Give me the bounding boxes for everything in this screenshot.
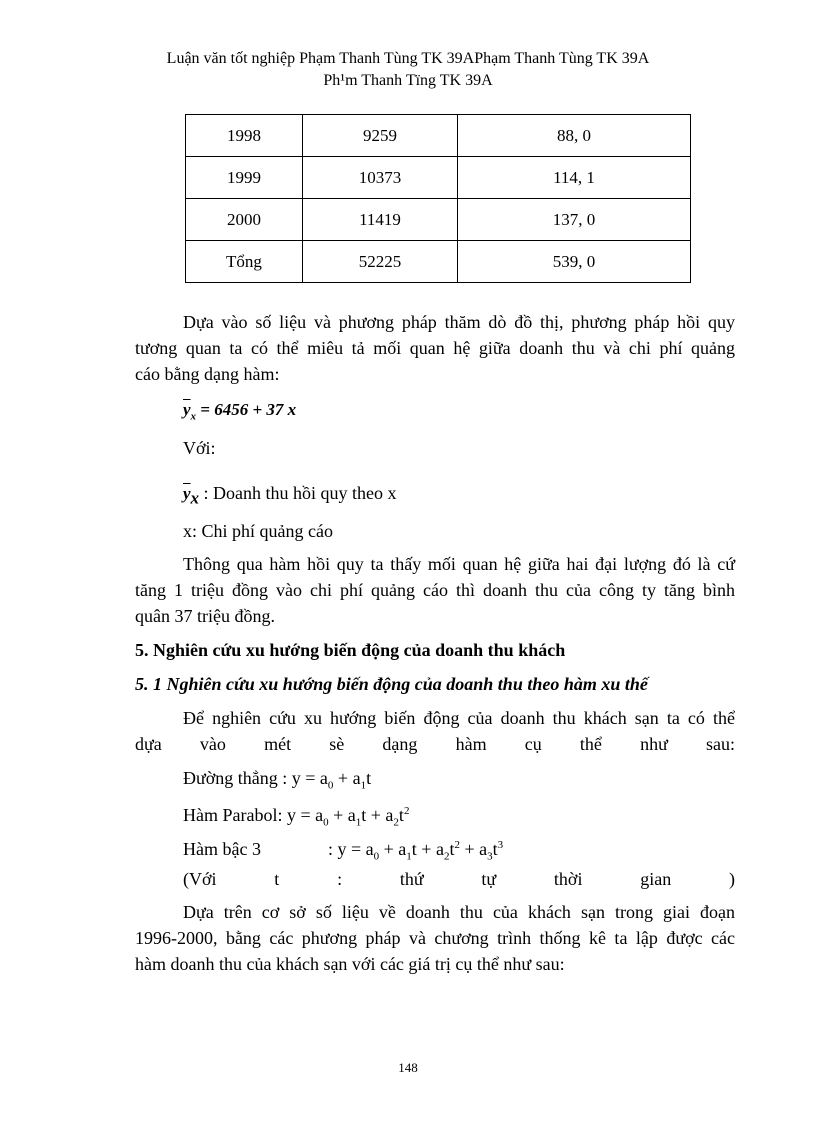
- revenue-cell: 9259: [303, 115, 458, 157]
- paragraph-4-line-1: Dựa trên cơ sở số liệu về doanh thu của khách sạn trong giai đoạn: [183, 902, 735, 922]
- paragraph-4-line-3: hàm doanh thu của khách sạn với các giá trị cụ thể như sau:: [135, 954, 565, 974]
- paragraph-1-line-2: tương quan ta có thể miêu tả mối quan hệ giữa doanh thu và chi phí quảng: [135, 338, 735, 358]
- year-cell: 1998: [186, 115, 303, 157]
- formula-cubic: Hàm bậc 3 : $y = a_0 + a_1t + a_2t^2 + a_3t^3$: [183, 839, 504, 863]
- paragraph-1-line-3: cáo bằng dạng hàm:: [135, 364, 280, 384]
- year-cell: Tổng: [186, 241, 303, 283]
- definition-y-text: : Doanh thu hồi quy theo x: [203, 483, 397, 503]
- time-note: (Với t : thứ tự thời gian ): [183, 869, 735, 889]
- revenue-cell: 11419: [303, 199, 458, 241]
- table-row: [186, 157, 691, 199]
- definition-x: x: Chi phí quảng cáo: [183, 521, 333, 541]
- paragraph-2-line-3: quân 37 triệu đồng.: [135, 606, 275, 626]
- paragraph-3-line-1: Để nghiên cứu xu hướng biến động của doanh thu khách sạn ta có thể: [183, 708, 735, 728]
- section-heading-5: 5. Nghiên cứu xu hướng biến động của doanh thu khách: [135, 640, 566, 660]
- page-number: 148: [398, 1060, 418, 1075]
- formula-linear-label: Đường thẳng: [183, 768, 278, 788]
- paragraph-3-line-2: dựa vào mét sè dạng hàm cụ thể như sau:: [135, 734, 735, 754]
- definition-y-sub: x: [190, 488, 200, 508]
- year-cell: 2000: [186, 199, 303, 241]
- page-header: [0, 48, 816, 92]
- table-row-total: [186, 241, 691, 283]
- regression-equation: [183, 399, 735, 427]
- equation-rhs: = 6456 + 37 x: [200, 400, 297, 419]
- cost-cell: 539, 0: [458, 241, 691, 283]
- formula-linear: Đường thẳng : $y = a_0 + a_1t$: [183, 768, 372, 792]
- table-row: [186, 115, 691, 157]
- definition-y-symbol: $\overline{y}$: [183, 484, 191, 503]
- revenue-cost-table: [185, 114, 691, 283]
- definition-y: [183, 482, 735, 510]
- table-row: [186, 199, 691, 241]
- paragraph-2-line-2: tăng 1 triệu đồng vào chi phí quảng cáo thì doanh thu của công ty tăng bình: [135, 580, 735, 600]
- revenue-cell: 52225: [303, 241, 458, 283]
- formula-parabol: Hàm Parabol: $y = a_0 + a_1t + a_2t^2$: [183, 805, 410, 829]
- header-line-1: Luận văn tốt nghiệp Phạm Thanh Tùng TK 39APhạm Thanh Tùng TK 39A: [166, 50, 650, 67]
- revenue-cell: 10373: [303, 157, 458, 199]
- equation-lhs-sub: x: [190, 410, 197, 423]
- header-line-2: Ph¹m Thanh Tïng TK 39A: [323, 72, 493, 89]
- formula-parabol-label: Hàm Parabol: y = a: [183, 805, 324, 825]
- paragraph-4-line-2: 1996-2000, bằng các phương pháp và chương trình thống kê ta lập được các: [135, 928, 735, 948]
- cost-cell: 137, 0: [458, 199, 691, 241]
- formula-cubic-label: Hàm bậc 3: [183, 839, 261, 859]
- section-heading-5-1: 5. 1 Nghiên cứu xu hướng biến động của doanh thu theo hàm xu thế: [135, 674, 648, 694]
- cost-cell: 114, 1: [458, 157, 691, 199]
- year-cell: 1999: [186, 157, 303, 199]
- paragraph-1-line-1: Dựa vào số liệu và phương pháp thăm dò đồ thị, phương pháp hồi quy: [183, 312, 735, 332]
- with-label: Với:: [183, 438, 216, 458]
- cost-cell: 88, 0: [458, 115, 691, 157]
- equation-lhs: $\overline{y}$: [183, 400, 191, 419]
- paragraph-2-line-1: Thông qua hàm hồi quy ta thấy mối quan hệ giữa hai đại lượng đó là cứ: [183, 554, 735, 574]
